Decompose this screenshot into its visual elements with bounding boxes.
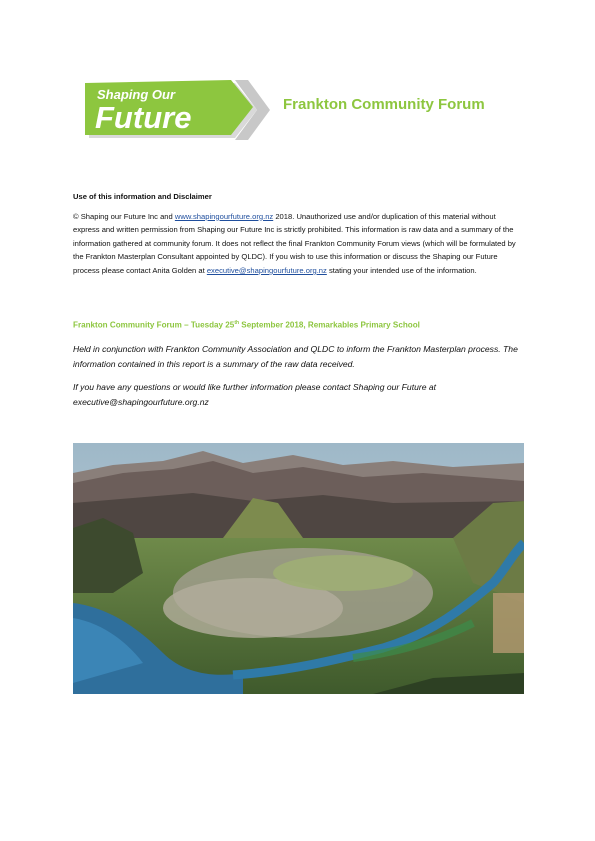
disclaimer-text-prefix: © Shaping our Future Inc and [73, 211, 175, 221]
website-link[interactable]: www.shapingourfuture.org.nz [174, 211, 274, 221]
event-heading-sup: th [234, 320, 240, 326]
disclaimer-text [73, 210, 523, 278]
event-intro-text: Held in conjunction with Frankton Community Association and QLDC to inform the Frankton Masterplan process. The information contained in this report is a summary of the raw data received. [73, 344, 518, 369]
email-link[interactable]: executive@shapingourfuture.org.nz [206, 265, 327, 275]
disclaimer-heading: Use of this information and Disclaimer [73, 192, 212, 201]
logo-line1: Shaping Our [97, 87, 175, 102]
logo-line2: Future [95, 100, 192, 135]
event-heading-start: Frankton Community Forum – Tuesday 25 [73, 320, 235, 330]
shaping-our-future-logo [85, 80, 270, 146]
frankton-aerial-photo [73, 443, 524, 694]
disclaimer-text-middle: 2018. Unauthorized use and/or duplication of this material without express and written permission from Shaping our Future Inc is strictly prohibited. This information is raw data and a summary of the information gathered at community forum. It does not reflect the final Frankton Community Forum views (which will be formulated by the Frankton Masterplan Consultant appointed by QLDC). If you wish to use this information or discuss the Shaping our Future process please contact Anita Golden at [73, 211, 516, 275]
disclaimer-text-suffix: stating your intended use of the information. [326, 265, 477, 275]
disclaimer-section [73, 190, 523, 278]
event-heading-end: September 2018, Remarkables Primary School [239, 320, 420, 330]
event-heading [73, 320, 420, 330]
event-contact-text: If you have any questions or would like further information please contact Shaping our Future at executive@shapingourfuture.org.nz [73, 382, 437, 407]
page-title: Frankton Community Forum [283, 96, 485, 113]
